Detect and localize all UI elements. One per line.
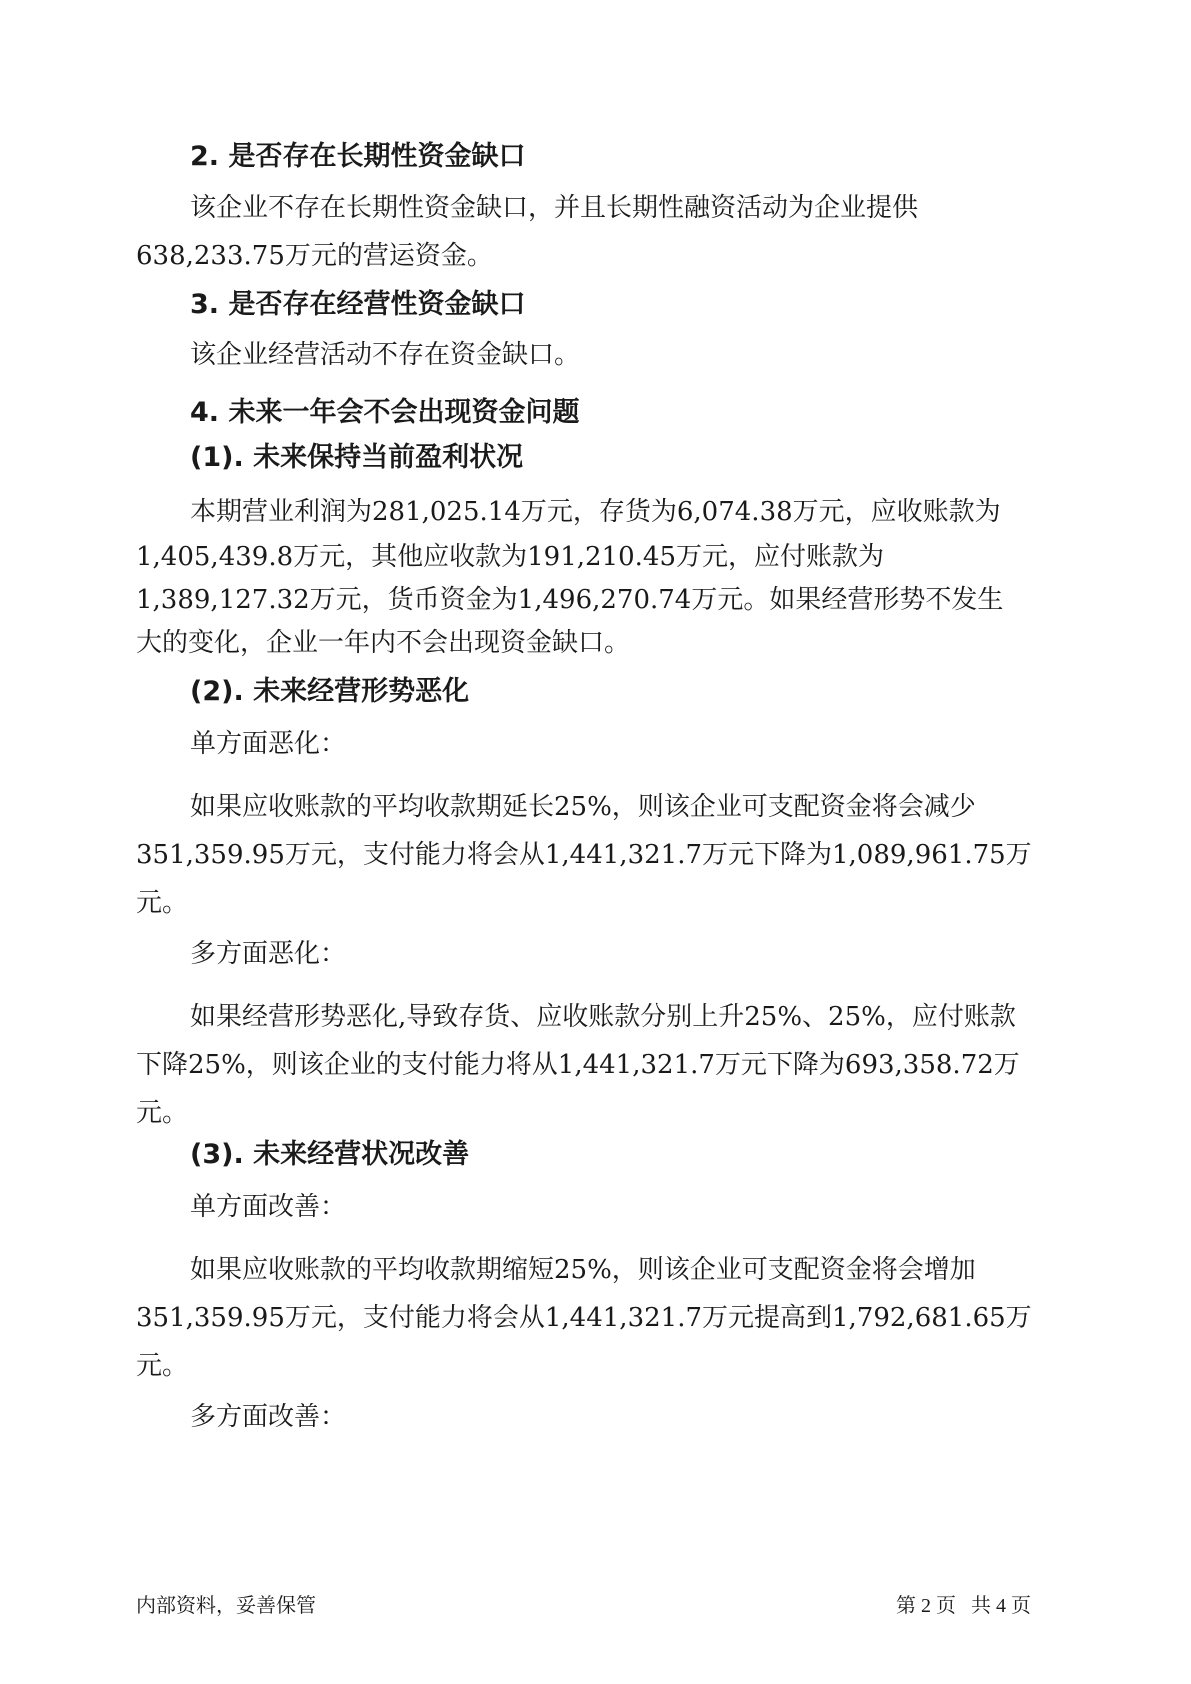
- label-single-worse: 单方面恶化：: [190, 729, 347, 759]
- text-line: 如果经营形势恶化,导致存货、应收账款分别上升25%、25%，应付账款: [190, 1002, 1016, 1032]
- heading-operating-gap: 3. 是否存在经营性资金缺口: [190, 289, 526, 320]
- label-multi-better: 多方面改善：: [190, 1402, 347, 1432]
- text-line: 1,389,127.32万元，货币资金为1,496,270.74万元。如果经营形势不发生: [136, 585, 1004, 615]
- heading-improving: (3). 未来经营状况改善: [190, 1139, 470, 1170]
- footer-confidential: 内部资料，妥善保管: [136, 1595, 316, 1617]
- text-line: 如果应收账款的平均收款期缩短25%，则该企业可支配资金将会增加: [190, 1255, 976, 1285]
- text-line: 351,359.95万元，支付能力将会从1,441,321.7万元提高到1,792,681.65万: [136, 1303, 1032, 1333]
- paragraph-operating-gap: [136, 331, 580, 379]
- label-multi-worse: 多方面恶化：: [190, 939, 347, 969]
- heading-long-term-gap: 2. 是否存在长期性资金缺口: [190, 141, 526, 172]
- paragraph-multi-worse: [136, 993, 1020, 1137]
- text-line: 元。: [136, 888, 189, 918]
- text-line: 下降25%，则该企业的支付能力将从1,441,321.7万元下降为693,358.72万: [136, 1050, 1020, 1080]
- paragraph-current-profit: [136, 488, 1003, 664]
- heading-worsening: (2). 未来经营形势恶化: [190, 676, 470, 707]
- text-line: 元。: [136, 1351, 189, 1381]
- text-line: 351,359.95万元，支付能力将会从1,441,321.7万元下降为1,089,961.75万: [136, 840, 1032, 870]
- paragraph-long-term-gap: [136, 184, 918, 280]
- text-line: 该企业经营活动不存在资金缺口。: [190, 340, 581, 370]
- paragraph-single-worse: [136, 783, 1032, 927]
- text-line: 本期营业利润为281,025.14万元，存货为6,074.38万元，应收账款为: [190, 497, 1001, 527]
- footer-page-number: 第 2 页 共 4 页: [896, 1595, 1031, 1617]
- heading-current-profit: (1). 未来保持当前盈利状况: [190, 442, 524, 473]
- text-line: 大的变化，企业一年内不会出现资金缺口。: [136, 628, 631, 658]
- text-line: 638,233.75万元的营运资金。: [136, 241, 493, 271]
- text-line: 元。: [136, 1098, 189, 1128]
- heading-next-year: 4. 未来一年会不会出现资金问题: [190, 397, 580, 428]
- paragraph-single-better: [136, 1246, 1032, 1390]
- text-line: 如果应收账款的平均收款期延长25%，则该企业可支配资金将会减少: [190, 792, 976, 822]
- text-line: 1,405,439.8万元，其他应收款为191,210.45万元，应付账款为: [136, 542, 884, 572]
- label-single-better: 单方面改善：: [190, 1192, 347, 1222]
- text-line: 该企业不存在长期性资金缺口，并且长期性融资活动为企业提供: [190, 193, 919, 223]
